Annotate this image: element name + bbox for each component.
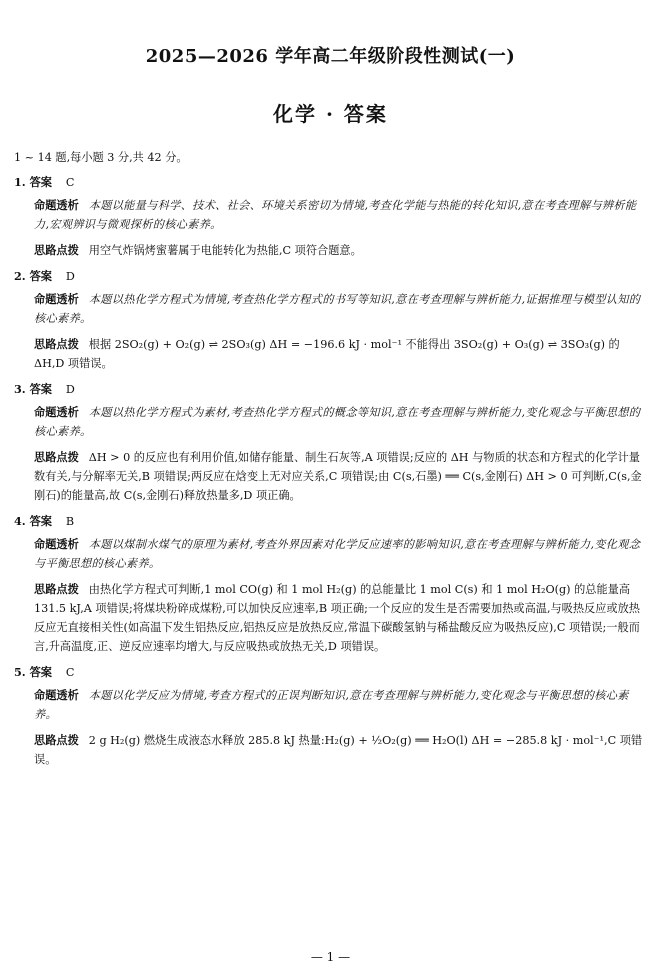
analysis-label: 命题透析	[34, 537, 79, 551]
page-title: 2025—2026 学年高二年级阶段性测试(一)	[145, 46, 516, 67]
analysis-text: 本题以煤制水煤气的原理为素材,考查外界因素对化学反应速率的影响知识,意在考查理解与辨析能力,变化观念与平衡思想的核心素养。	[34, 538, 641, 570]
analysis-paragraph	[14, 686, 646, 724]
answer-value: D	[65, 383, 75, 396]
hint-paragraph	[14, 335, 646, 373]
hint-text: 由热化学方程式可判断,1 mol CO(g) 和 1 mol H₂(g) 的总能量比 1 mol C(s) 和 1 mol H₂O(g) 的总能量高 131.5 kJ,A 项错误;将煤块粉碎成煤粉,可以加快反应速率,B 项正确;一个反应的发生是否需要加热或高温,与吸热反应或放热反应无直接相关性(如高温下发生铝热反应,铝热反应是放热反应,常温下碳酸氢钠与稀盐酸反应为吸热反应),C 项错误;一般而言,升高温度,正、逆反应速率均增大,与反应吸热或放热无关,D 项错误。	[34, 583, 640, 653]
answer-label: 答案	[29, 665, 52, 679]
analysis-paragraph	[14, 535, 646, 573]
question-number: 4.	[14, 514, 26, 528]
answer-label: 答案	[29, 382, 52, 396]
answer-label: 答案	[29, 269, 52, 283]
hint-text: 用空气炸锅烤蜜薯属于电能转化为热能,C 项符合题意。	[88, 244, 362, 257]
question-5	[14, 663, 646, 769]
analysis-text: 本题以能量与科学、技术、社会、环境关系密切为情境,考查化学能与热能的转化知识,意在考查理解与辨析能力,宏观辨识与微观探析的核心素养。	[34, 199, 637, 231]
analysis-text: 本题以热化学方程式为素材,考查热化学方程式的概念等知识,意在考查理解与辨析能力,变化观念与平衡思想的核心素养。	[34, 406, 641, 438]
answer-content	[14, 148, 646, 776]
hint-text: ΔH > 0 的反应也有利用价值,如储存能量、制生石灰等,A 项错误;反应的 ΔH 与物质的状态和方程式的化学计量数有关,与分解率无关,B 项错误;两反应在焓变上无对应关系,C 项错误;由 C(s,石墨) ══ C(s,金刚石) ΔH > 0 可判断,C(s,金刚石)的能量高,故 C(s,金刚石)释放热量多,D 项正确。	[34, 451, 642, 502]
question-3	[14, 380, 646, 505]
question-number: 5.	[14, 665, 26, 679]
intro-line: 1 ~ 14 题,每小题 3 分,共 42 分。	[14, 151, 188, 164]
question-number: 1.	[14, 175, 26, 189]
hint-paragraph	[14, 731, 646, 769]
question-header	[14, 380, 646, 399]
hint-text: 根据 2SO₂(g) + O₂(g) ⇌ 2SO₃(g) ΔH = −196.6 kJ · mol⁻¹ 不能得出 3SO₂(g) + O₃(g) ⇌ 3SO₃(g) 的 ΔH,D 项错误。	[34, 338, 620, 370]
question-4	[14, 512, 646, 656]
question-header	[14, 173, 646, 192]
answer-value: C	[65, 666, 75, 679]
hint-label: 思路点拨	[34, 582, 79, 596]
answer-value: C	[65, 176, 75, 189]
analysis-paragraph	[14, 196, 646, 234]
page-number: — 1 —	[310, 950, 351, 964]
answer-value: B	[65, 515, 75, 528]
page-subtitle: 化学 · 答案	[273, 102, 388, 126]
analysis-label: 命题透析	[34, 198, 79, 212]
question-header	[14, 663, 646, 682]
answer-label: 答案	[29, 514, 52, 528]
question-header	[14, 267, 646, 286]
analysis-text: 本题以化学反应为情境,考查方程式的正误判断知识,意在考查理解与辨析能力,变化观念与平衡思想的核心素养。	[34, 689, 629, 721]
hint-label: 思路点拨	[34, 450, 79, 464]
answer-value: D	[65, 270, 75, 283]
question-header	[14, 512, 646, 531]
analysis-paragraph	[14, 290, 646, 328]
analysis-label: 命题透析	[34, 688, 79, 702]
hint-label: 思路点拨	[34, 733, 79, 747]
hint-text: 2 g H₂(g) 燃烧生成液态水释放 285.8 kJ 热量:H₂(g) + ½O₂(g) ══ H₂O(l) ΔH = −285.8 kJ · mol⁻¹,C 项错误。	[34, 734, 643, 766]
question-1	[14, 173, 646, 260]
question-number: 3.	[14, 382, 26, 396]
analysis-paragraph	[14, 403, 646, 441]
hint-paragraph	[14, 580, 646, 656]
hint-label: 思路点拨	[34, 337, 79, 351]
hint-label: 思路点拨	[34, 243, 79, 257]
analysis-label: 命题透析	[34, 292, 79, 306]
question-number: 2.	[14, 269, 26, 283]
answer-label: 答案	[29, 175, 52, 189]
hint-paragraph	[14, 241, 646, 260]
question-2	[14, 267, 646, 373]
hint-paragraph	[14, 448, 646, 505]
analysis-label: 命题透析	[34, 405, 79, 419]
analysis-text: 本题以热化学方程式为情境,考查热化学方程式的书写等知识,意在考查理解与辨析能力,证据推理与模型认知的核心素养。	[34, 293, 641, 325]
